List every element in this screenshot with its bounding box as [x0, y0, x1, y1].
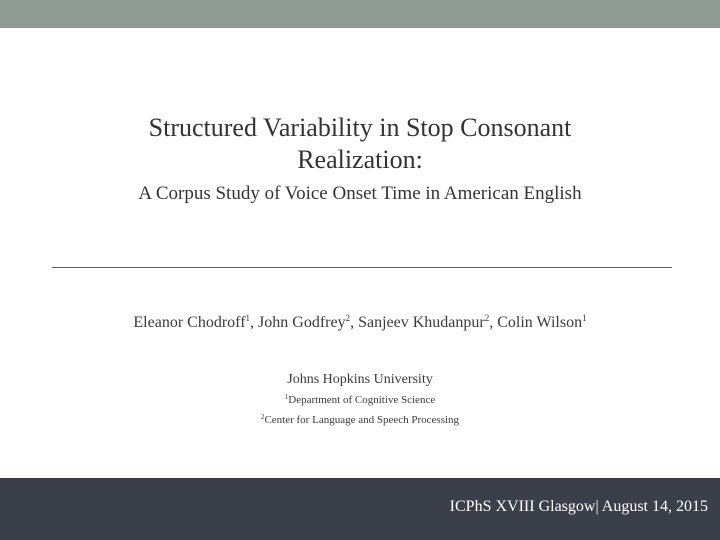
title-block	[40, 112, 680, 206]
department-2	[40, 409, 680, 429]
author-separator: ,	[350, 314, 359, 331]
affil-marker: 1	[284, 393, 289, 401]
department-name: Department of Cognitive Science	[288, 394, 436, 406]
author-name: Sanjeev Khudanpur	[358, 314, 485, 331]
author-separator: ,	[250, 314, 259, 331]
slide-title-line1: Structured Variability in Stop Consonant	[148, 113, 572, 142]
affiliation-block	[40, 371, 680, 429]
slide-title-line2: Realization:	[297, 145, 423, 174]
author-affil-marker: 1	[245, 313, 251, 323]
title-divider	[52, 267, 672, 268]
author-affil-marker: 2	[345, 313, 351, 323]
slide-subtitle: A Corpus Study of Voice Onset Time in American English	[138, 183, 582, 204]
author-name: John Godfrey	[258, 314, 346, 331]
author-affil-marker: 1	[582, 313, 587, 323]
author-separator: ,	[489, 314, 498, 331]
department-1	[40, 389, 680, 409]
department-name: Center for Language and Speech Processing	[264, 414, 460, 426]
author-affil-marker: 2	[484, 313, 490, 323]
author-list	[20, 313, 700, 332]
bottom-bar	[0, 478, 720, 540]
author-name: Colin Wilson	[497, 314, 583, 331]
affil-marker: 2	[260, 413, 265, 421]
top-bar	[0, 0, 720, 28]
author-name: Eleanor Chodroff	[133, 314, 246, 331]
footer-conference-date: ICPhS XVIII Glasgow| August 14, 2015	[449, 498, 708, 515]
university-name: Johns Hopkins University	[287, 372, 433, 387]
